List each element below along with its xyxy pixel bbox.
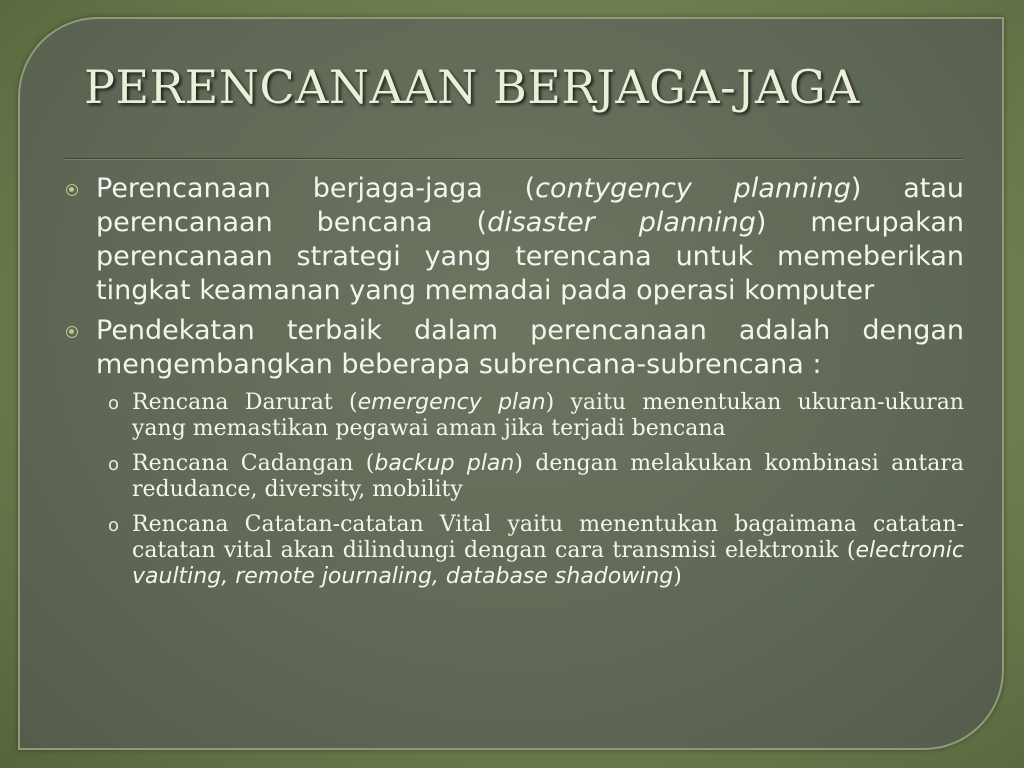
bullet-item-contingency [64, 172, 964, 308]
sub-item-backup-plan: o Rencana Cadangan (backup plan) dengan melakukan kombinasi antara redudance, diversity, mobility [108, 451, 964, 502]
sub-list [64, 390, 964, 590]
bullet-text: Perencanaan berjaga-jaga (contygency planning) atau perencanaan bencana (disaster planning) merupakan perencanaan strategi yang terencana untuk memeberikan tingkat keamanan yang memadai pada operasi komputer [96, 173, 964, 306]
circle-bullet-icon [66, 184, 78, 196]
hollow-circle-bullet-icon: o [108, 515, 120, 536]
sub-item-vital-records: o Rencana Catatan-catatan Vital yaitu menentukan bagaimana catatan-catatan vital akan dilindungi dengan cara transmisi elektronik (electronic vaulting, remote journaling, database shadowing) [108, 512, 964, 589]
slide-content [64, 172, 964, 599]
bullet-item-approach [64, 314, 964, 382]
hollow-circle-bullet-icon: o [108, 454, 120, 475]
slide-title: PERENCANAAN BERJAGA-JAGA [84, 60, 860, 114]
title-divider [65, 158, 963, 160]
sub-item-emergency-plan: o Rencana Darurat (emergency plan) yaitu menentukan ukuran-ukuran yang memastikan pegawai aman jika terjadi bencana [108, 390, 964, 441]
circle-bullet-icon [66, 326, 78, 338]
bullet-text: Pendekatan terbaik dalam perencanaan adalah dengan mengembangkan beberapa subrencana-subrencana : [96, 315, 964, 380]
hollow-circle-bullet-icon: o [108, 393, 120, 414]
